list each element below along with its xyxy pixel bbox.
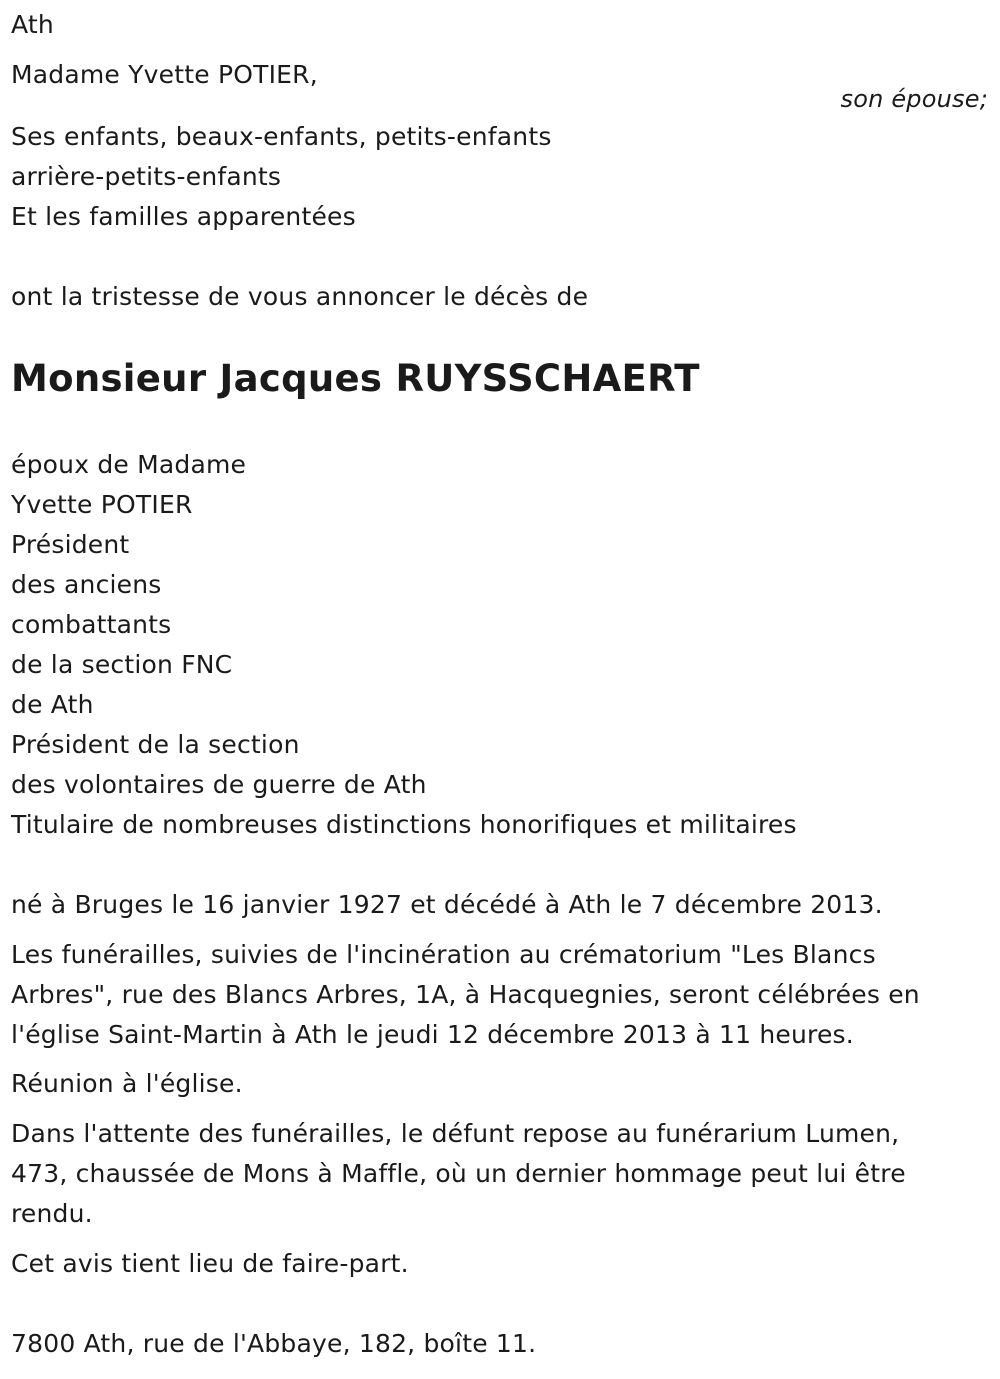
funeral-line-2: Arbres", rue des Blancs Arbres, 1A, à Hacquegnies, seront célébrées en — [11, 980, 920, 1009]
title-line: de la section FNC — [11, 650, 233, 679]
title-line: Président — [11, 530, 130, 559]
spouse-relation: son épouse; — [840, 85, 988, 113]
repose-line-3: rendu. — [11, 1199, 93, 1228]
title-line: Yvette POTIER — [11, 490, 193, 519]
title-line: Président de la section — [11, 730, 300, 759]
funeral-line-1: Les funérailles, suivies de l'incinération au crématorium "Les Blancs — [11, 940, 876, 969]
family-line-3: Et les familles apparentées — [11, 202, 356, 231]
funeral-line-3: l'église Saint-Martin à Ath le jeudi 12 décembre 2013 à 11 heures. — [11, 1020, 854, 1049]
family-line-2: arrière-petits-enfants — [11, 162, 282, 191]
title-line: époux de Madame — [11, 450, 247, 479]
title-line: des volontaires de guerre de Ath — [11, 770, 427, 799]
repose-line-1: Dans l'attente des funérailles, le défunt repose au funérarium Lumen, — [11, 1119, 900, 1148]
title-line: combattants — [11, 610, 172, 639]
location-text: Ath — [11, 10, 54, 39]
repose-line-2: 473, chaussée de Mons à Maffle, où un dernier hommage peut lui être — [11, 1159, 906, 1188]
deceased-name: Monsieur Jacques RUYSSCHAERT — [11, 357, 700, 400]
notice-text: Cet avis tient lieu de faire-part. — [11, 1249, 409, 1278]
birth-death-text: né à Bruges le 16 janvier 1927 et décédé à Ath le 7 décembre 2013. — [11, 890, 883, 919]
spouse-name: Madame Yvette POTIER, — [11, 60, 318, 89]
family-line-1: Ses enfants, beaux-enfants, petits-enfants — [11, 122, 552, 151]
title-line: Titulaire de nombreuses distinctions honorifiques et militaires — [11, 810, 797, 839]
title-line: des anciens — [11, 570, 162, 599]
meeting-text: Réunion à l'église. — [11, 1069, 243, 1098]
announcement-text: ont la tristesse de vous annoncer le décès de — [11, 282, 589, 311]
address-text: 7800 Ath, rue de l'Abbaye, 182, boîte 11. — [11, 1329, 537, 1358]
title-line: de Ath — [11, 690, 94, 719]
